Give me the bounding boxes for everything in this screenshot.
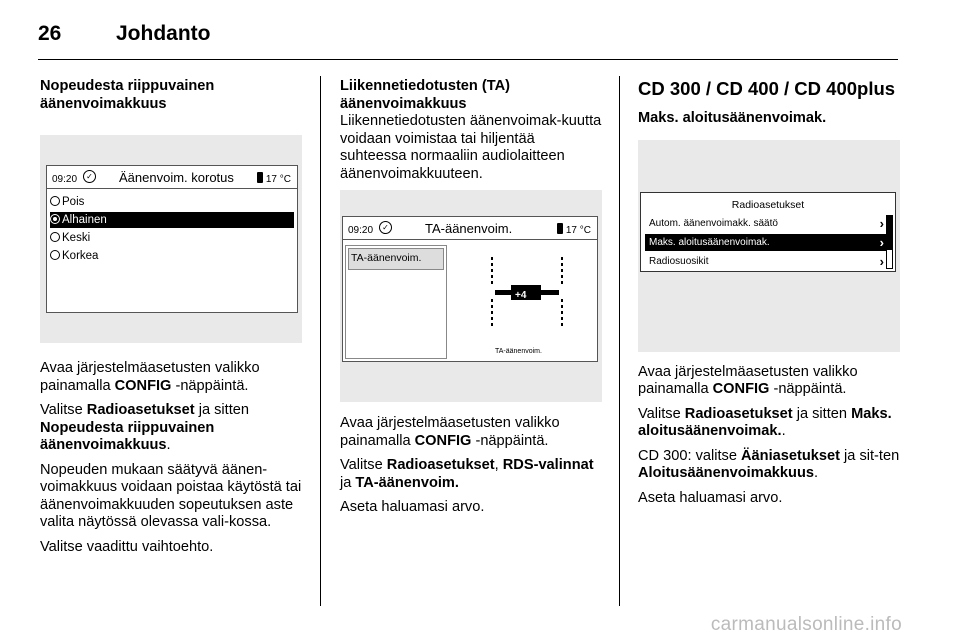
menu-item-auto-volume[interactable]: Autom. äänenvoimakk. säätö ›	[649, 215, 884, 231]
paragraph-select: Valitse Radioasetukset, RDS-valinnat ja TA-äänenvoim.	[340, 457, 594, 491]
ta-volume-slider[interactable]	[473, 255, 583, 343]
column-ta-volume	[340, 78, 602, 524]
ta-left-label: TA-äänenvoim.	[348, 248, 444, 270]
max-start-volume-heading: Maks. aloitusäänenvoimak.	[638, 110, 827, 126]
screen-title: Radioasetukset	[731, 198, 805, 211]
menu-item-radio-favourites[interactable]: Radiosuosikit ›	[649, 253, 884, 269]
display-screen	[342, 216, 598, 362]
paragraph-select: Valitse Radioasetukset ja sitten Maks. aloitusäänenvoimak..	[638, 405, 892, 439]
ta-slider-caption: TA-äänenvoim.	[495, 348, 542, 355]
section-title: Johdanto	[116, 22, 211, 45]
option-pois[interactable]: Pois	[50, 194, 294, 210]
thermometer-icon	[557, 223, 563, 234]
clock-icon: ✓	[83, 170, 96, 183]
option-keski[interactable]: Keski	[50, 230, 294, 246]
radio-icon	[50, 250, 60, 260]
speed-volume-heading: Nopeudesta riippuvainen äänenvoimakkuus	[40, 78, 215, 112]
clock-icon: ✓	[379, 221, 392, 234]
chevron-right-icon: ›	[879, 215, 884, 231]
ta-volume-screenshot	[340, 190, 602, 402]
speed-volume-screenshot	[40, 135, 302, 343]
paragraph-open-menu: Avaa järjestelmäasetusten valikko painamalla CONFIG -näppäintä.	[638, 363, 858, 397]
paragraph-set-value: Aseta haluamasi arvo.	[340, 499, 485, 515]
paragraph-set-value: Aseta haluamasi arvo.	[638, 489, 783, 506]
clock-time: 09:20	[52, 174, 78, 185]
thermometer-icon	[257, 172, 263, 183]
paragraph-cd300: CD 300: valitse Ääniasetukset ja sit-ten Aloitusäänenvoimakkuus.	[638, 447, 900, 481]
display-screen	[640, 192, 896, 272]
radio-icon	[50, 196, 60, 206]
page-number: 26	[38, 22, 62, 45]
clock-time: 09:20	[348, 225, 374, 236]
paragraph-open-menu: Avaa järjestelmäasetusten valikko painamalla CONFIG -näppäintä.	[40, 360, 260, 394]
column-divider-1	[320, 76, 321, 606]
menu-item-max-start-volume[interactable]: Maks. aloitusäänenvoimak. ›	[645, 234, 887, 251]
column-divider-2	[619, 76, 620, 606]
screen-title: Äänenvoim. korotus	[119, 170, 234, 185]
cd-models-heading: CD 300 / CD 400 / CD 400plus	[638, 78, 896, 99]
ta-intro: Liikennetiedotusten äänenvoimak-kuutta voidaan voimistaa tai hiljentää suhteessa normaaliin audiolaitteen äänenvoimakkuuteen.	[340, 113, 602, 182]
screen-title: TA-äänenvoim.	[425, 221, 513, 236]
radio-icon	[50, 214, 60, 224]
option-korkea[interactable]: Korkea	[50, 248, 294, 264]
radio-icon	[50, 232, 60, 242]
paragraph-description: Nopeuden mukaan säätyvä äänen-voimakkuus voidaan poistaa käytöstä tai äänenvoimakkuuden sopeutuksen aste valita näytössä olevassa vali-kossa.	[40, 461, 302, 530]
display-screen	[46, 165, 298, 313]
column-cd-models	[638, 78, 900, 514]
ta-volume-heading: Liikennetiedotusten (TA) äänenvoimakkuus	[340, 78, 510, 112]
paragraph-select: Valitse Radioasetukset ja sitten Nopeudesta riippuvainen äänenvoimakkuus.	[40, 402, 250, 453]
radio-settings-screenshot	[638, 140, 900, 352]
option-alhainen[interactable]: Alhainen	[50, 212, 294, 228]
chevron-right-icon: ›	[879, 234, 884, 250]
ta-left-panel	[345, 245, 447, 359]
watermark: carmanualsonline.info	[710, 614, 902, 635]
header-rule	[38, 59, 898, 60]
ta-slider-value: +4	[515, 290, 527, 301]
paragraph-choose: Valitse vaadittu vaihtoehto.	[40, 538, 214, 555]
chevron-right-icon: ›	[879, 253, 884, 269]
temperature: 17 °C	[557, 222, 591, 240]
scrollbar[interactable]	[886, 215, 893, 269]
temperature: 17 °C	[257, 171, 291, 189]
paragraph-open-menu: Avaa järjestelmäasetusten valikko painamalla CONFIG -näppäintä.	[340, 415, 560, 449]
column-speed-volume	[40, 78, 302, 563]
